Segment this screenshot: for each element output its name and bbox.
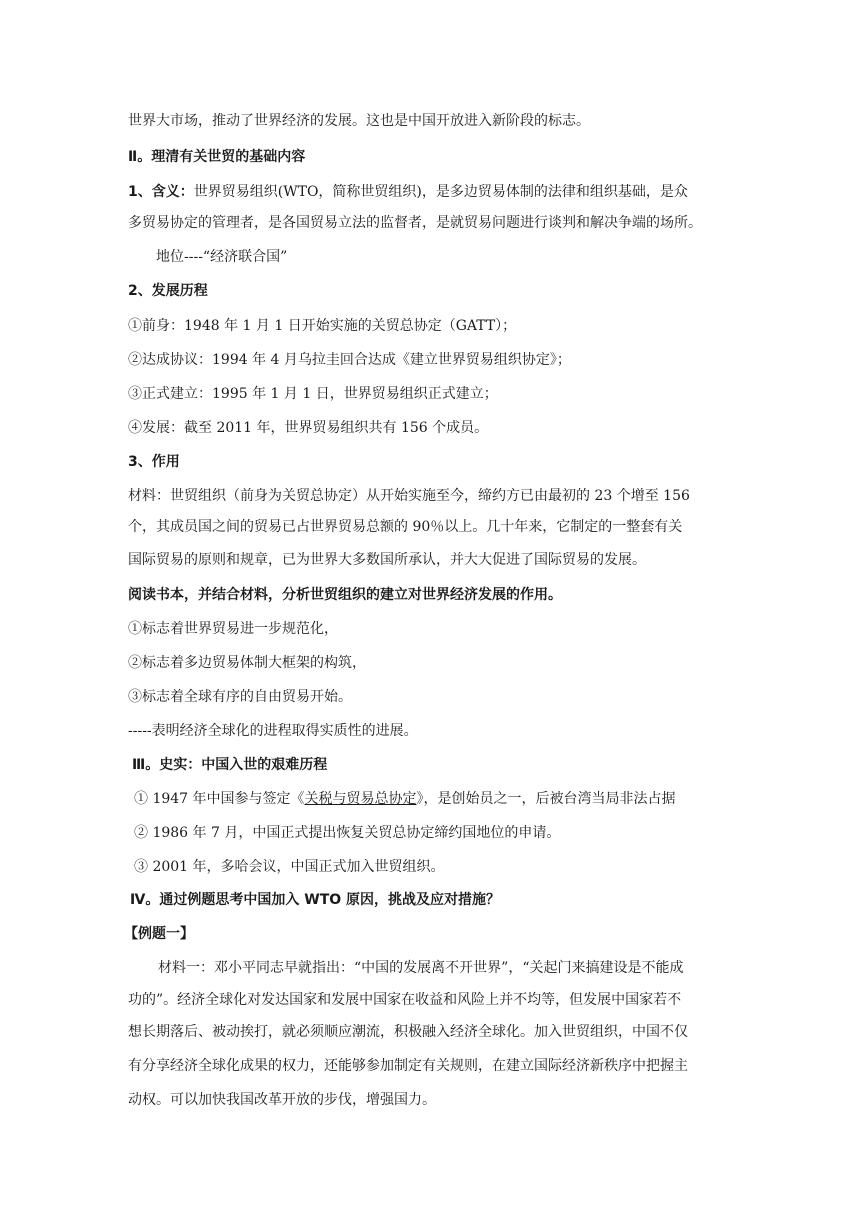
definition-line bbox=[128, 182, 738, 202]
list-item: ③正式建立：1995 年 1 月 1 日，世界贸易组织正式建立； bbox=[128, 386, 498, 402]
list-item: ①标志着世界贸易进一步规范化， bbox=[128, 621, 338, 637]
example-text-line: 材料一：邓小平同志早就指出：“中国的发展离不开世界”，“关起门来搞建设是不能成 bbox=[158, 960, 684, 976]
section-heading-4: Ⅳ。通过例题思考中国加入 WTO 原因，挑战及应对措施？ bbox=[130, 892, 501, 908]
section-heading-3: Ⅲ。史实：中国入世的艰难历程 bbox=[132, 757, 328, 773]
list-item: ①前身：1948 年 1 月 1 日开始实施的关贸总协定（GATT）； bbox=[128, 318, 517, 334]
conclusion-line: -----表明经济全球化的进程取得实质性的进展。 bbox=[128, 723, 418, 739]
list-item: ②达成协议：1994 年 4 月乌拉圭回合达成《建立世界贸易组织协定》； bbox=[128, 352, 571, 368]
example-text-line: 动权。可以加快我国改革开放的步伐，增强国力。 bbox=[128, 1092, 436, 1108]
history-item: ③ 2001 年，多哈会议，中国正式加入世贸组织。 bbox=[134, 859, 445, 875]
subheading-development: 2、发展历程 bbox=[128, 283, 208, 299]
definition-text: 世界贸易组织(WTO，简称世贸组织)，是多边贸易体制的法律和组织基础，是众 bbox=[193, 184, 688, 200]
treaty-name: 关税与贸易总协定 bbox=[304, 791, 417, 807]
list-item: ②标志着多边贸易体制大框架的构筑， bbox=[128, 655, 366, 671]
history-item: ② 1986 年 7 月，中国正式提出恢复关贸总协定缔约国地位的申请。 bbox=[134, 825, 561, 841]
material-line: 国际贸易的原则和规章，已为世界大多数国所承认，并大大促进了国际贸易的发展。 bbox=[128, 552, 646, 568]
list-item: ③标志着全球有序的自由贸易开始。 bbox=[128, 689, 352, 705]
section-heading-2: Ⅱ。理清有关世贸的基础内容 bbox=[128, 149, 306, 165]
paragraph-line: 世界大市场，推动了世界经济的发展。这也是中国开放进入新阶段的标志。 bbox=[128, 113, 590, 129]
history-item-text: 》，是创始员之一，后被台湾当局非法占据 bbox=[416, 791, 676, 807]
example-text-line: 想长期落后、被动挨打，就必须顺应潮流，积极融入经济全球化。加入世贸组织，中国不仅 bbox=[128, 1024, 688, 1040]
list-item: ④发展：截至 2011 年，世界贸易组织共有 156 个成员。 bbox=[128, 420, 489, 436]
definition-label: 1、含义： bbox=[128, 184, 194, 200]
example-text-line: 有分享经济全球化成果的权力，还能够参加制定有关规则，在建立国际经济新秩序中把握主 bbox=[128, 1058, 688, 1074]
history-item bbox=[134, 789, 744, 809]
status-line: 地位----“经济联合国” bbox=[156, 249, 288, 265]
example-text-line: 功的”。经济全球化对发达国家和发展中国家在收益和风险上并不均等，但发展中国家若不 bbox=[128, 992, 682, 1008]
material-line: 个，其成员国之间的贸易已占世界贸易总额的 90％以上。几十年来，它制定的一整套有关 bbox=[128, 519, 683, 535]
material-line: 材料：世贸组织（前身为关贸总协定）从开始实施至今，缔约方已由最初的 23 个增至 156 bbox=[128, 488, 690, 504]
history-item-text: ① 1947 年中国参与签定《 bbox=[134, 791, 305, 807]
example-heading: 【例题一】 bbox=[124, 926, 194, 942]
question-line: 阅读书本，并结合材料，分析世贸组织的建立对世界经济发展的作用。 bbox=[128, 587, 562, 603]
paragraph-line: 多贸易协定的管理者，是各国贸易立法的监督者，是就贸易问题进行谈判和解决争端的场所。 bbox=[128, 215, 702, 231]
subheading-role: 3、作用 bbox=[128, 454, 180, 470]
